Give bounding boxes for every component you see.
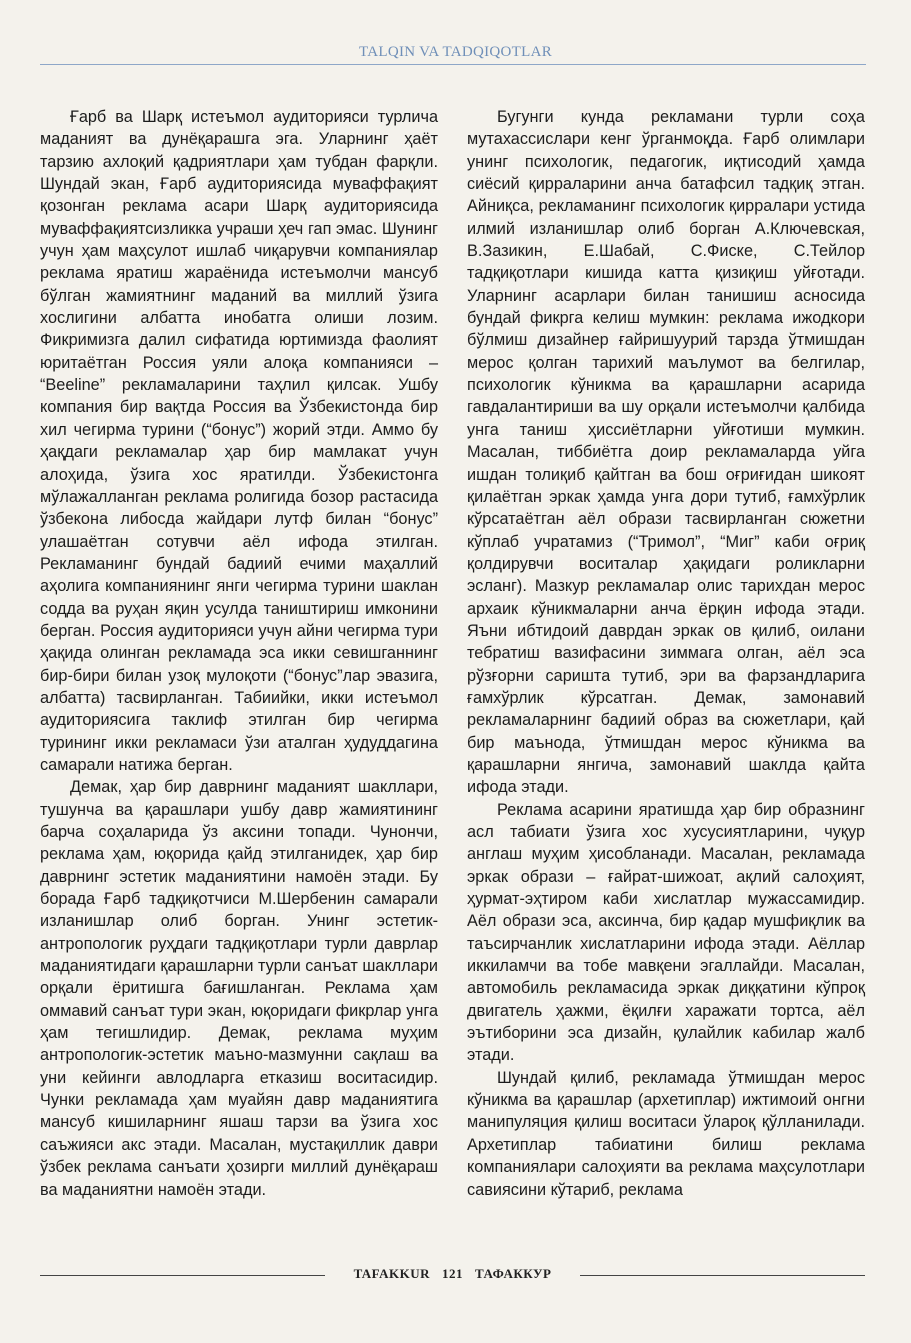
header-divider xyxy=(40,64,866,65)
running-header-title: TALQIN VA TADQIQOTLAR xyxy=(358,44,553,60)
left-column xyxy=(40,106,438,1201)
footer-divider-right xyxy=(580,1275,865,1276)
body-paragraph: Шундай қилиб, рекламада ўтмишдан мерос кўникма ва қарашлар (архетиплар) ижтимоий онгни манипуляция қилиш воситаси ўлароқ қўлланилади. Архетиплар табиатини билиш реклама компаниялари салоҳияти ва реклама маҳсулотлари савиясини кўтариб, реклама xyxy=(467,1068,865,1199)
footer-journal-cyrillic: ТАФАККУР xyxy=(475,1266,552,1281)
footer-journal-latin: TAFAKKUR xyxy=(353,1266,431,1281)
body-paragraph: Ғарб ва Шарқ истеъмол аудиторияси турлича маданият ва дунёқарашга эга. Уларнинг ҳаёт тарзию ахлоқий қадриятлари ҳам тубдан фарқли. Шундай экан, Ғарб аудиториясида муваффақият қозонган реклама асари Шарқ аудиториясида муваффақиятсизликка учраши ҳеч гап эмас. Шунинг учун ҳам маҳсулот ишлаб чиқарувчи компаниялар реклама яратиш жараёнида истеъмолчи мансуб бўлган жамиятнинг маданий ва миллий ўзига хослигини албатта инобатга олиши лозим. Фикримизга далил сифатида юртимизда фаолият юритаётган Россия уяли алоқа компанияси – “Beeline” рекламаларини таҳлил қилсак. Ушбу компания бир вақтда Россия ва Ўзбекистонда бир хил чегирма турини (“бонус”) жорий этди. Аммо бу ҳақдаги рекламалар ҳар бир мамлакат учун алоҳида, ўзига хос яратилди. Ўзбекистонга мўлажалланган реклама ролигида бозор растасида ўзбекона либосда жайдари лутф билан “бонус” улашаётган сотувчи аёл ифода этилган. Рекламанинг бундай бадиий ечими маҳаллий аҳолига компаниянинг янги чегирма турини шаклан содда ва руҳан яқин усулда таништириш имконини берган. Россия аудиторияси учун айни чегирма тури ҳақида олинган рекламада эса икки севишганнинг бир-бири билан узоқ мулоқоти (“бонус”лар эвазига, албатта) тасвирланган. Табиийки, икки истеъмол аудиториясига таклиф этилган бир чегирма турининг икки рекламаси ўзи аталган ҳудуддагина самарали натижа берган. xyxy=(40,108,438,774)
page-footer xyxy=(325,1266,580,1282)
right-column xyxy=(467,106,865,1201)
body-paragraph: Демак, ҳар бир даврнинг маданият шакллари, тушунча ва қарашлари ушбу давр жамиятининг барча соҳаларида ўз аксини топади. Чунончи, реклама ҳам, юқорида қайд этилганидек, ҳар бир даврнинг эстетик маданиятини намоён этади. Бу борада Ғарб тадқиқотчиси М.Шербенин самарали изланишлар олиб борган. Унинг эстетик-антропологик руҳдаги тадқиқотлари турли даврлар маданиятидаги қарашларни турли санъат шакллари орқали ёритишга бағишланган. Реклама ҳам оммавий санъат тури экан, юқоридаги фикрлар унга ҳам тегишлидир. Демак, реклама муҳим антропологик-эстетик маъно-мазмунни сақлаш ва уни кейинги авлодларга етказиш воситасидир. Чунки рекламада ҳам муайян давр маданиятига мансуб кишиларнинг яшаш тарзи ва ўзига хос саъжияси акс этади. Масалан, мустақиллик даври ўзбек реклама санъати ҳозирги миллий дунёқараш ва маданиятни намоён этади. xyxy=(40,778,438,1199)
body-paragraph: Реклама асарини яратишда ҳар бир образнинг асл табиати ўзига хос хусусиятларини, чуқур англаш муҳим ҳисобланади. Масалан, рекламада эркак образи – ғайрат-шижоат, ақлий салоҳият, ҳурмат-эҳтиром каби хислатлар мужассамидир. Аёл образи эса, аксинча, бир қадар мушфиқлик ва таъсирчанлик хислатларини ифода этади. Аёллар иккиламчи ва тобе мавқени эгаллайди. Масалан, автомобиль рекламасида эркак диққатини кўпроқ двигатель ҳажми, ёқилғи харажати тортса, аёл эътиборини эса дизайн, қулайлик кабилар жалб этади. xyxy=(467,800,865,1065)
body-paragraph: Бугунги кунда рекламани турли соҳа мутахассислари кенг ўрганмоқда. Ғарб олимлари унинг психологик, педагогик, иқтисодий ҳамда сиёсий қирраларини анча батафсил тадқиқ этган. Айниқса, рекламанинг психологик қирралари устида илмий изланишлар олиб борган А.Ключевская, В.Зазикин, Е.Шабай, С.Фиске, С.Тейлор тадқиқотлари кишида катта қизиқиш уйғотади. Уларнинг асарлари билан танишиш асносида бундай фикрга келиш мумкин: реклама ижодкори бўлмиш дизайнер ғайришуурий тарзда ўтмишдан мерос қолган тарихий маълумот ва белгилар, психологик кўникма ва қарашларни асарида гавдалантириши ва шу орқали истеъмолчи қалбида унга таниш ҳиссиётларни уйғотиши мумкин. Масалан, тиббиётга доир рекламаларда уйга ишдан толиқиб қайтган ва бош оғриғидан шикоят қилаётган эркак ҳамда унга дори тутиб, ғамхўрлик кўрсатаётган аёл образи тасвирланган сюжетни кўплаб учратамиз (“Тримол”, “Миг” каби оғриқ қолдирувчи воситалар ҳақидаги роликларни эсланг). Мазкур рекламалар олис тарихдан мерос архаик кўникмаларни анча ёрқин ифода этади. Яъни ибтидоий даврдан эркак ов қилиб, оилани тебратиш вазифасини зиммага олган, аёл эса рўзғорни саришта тутиб, эри ва фарзандларига ғамхўрлик кўрсатган. Демак, замонавий рекламаларнинг бадиий образ ва сюжетлари, қай бир маънода, ўтмишдан мерос кўникма ва қарашларни янгича, замонавий шаклда қайта ифода этади. xyxy=(467,108,865,797)
footer-divider-left xyxy=(40,1275,325,1276)
page-number: 121 xyxy=(442,1266,464,1281)
